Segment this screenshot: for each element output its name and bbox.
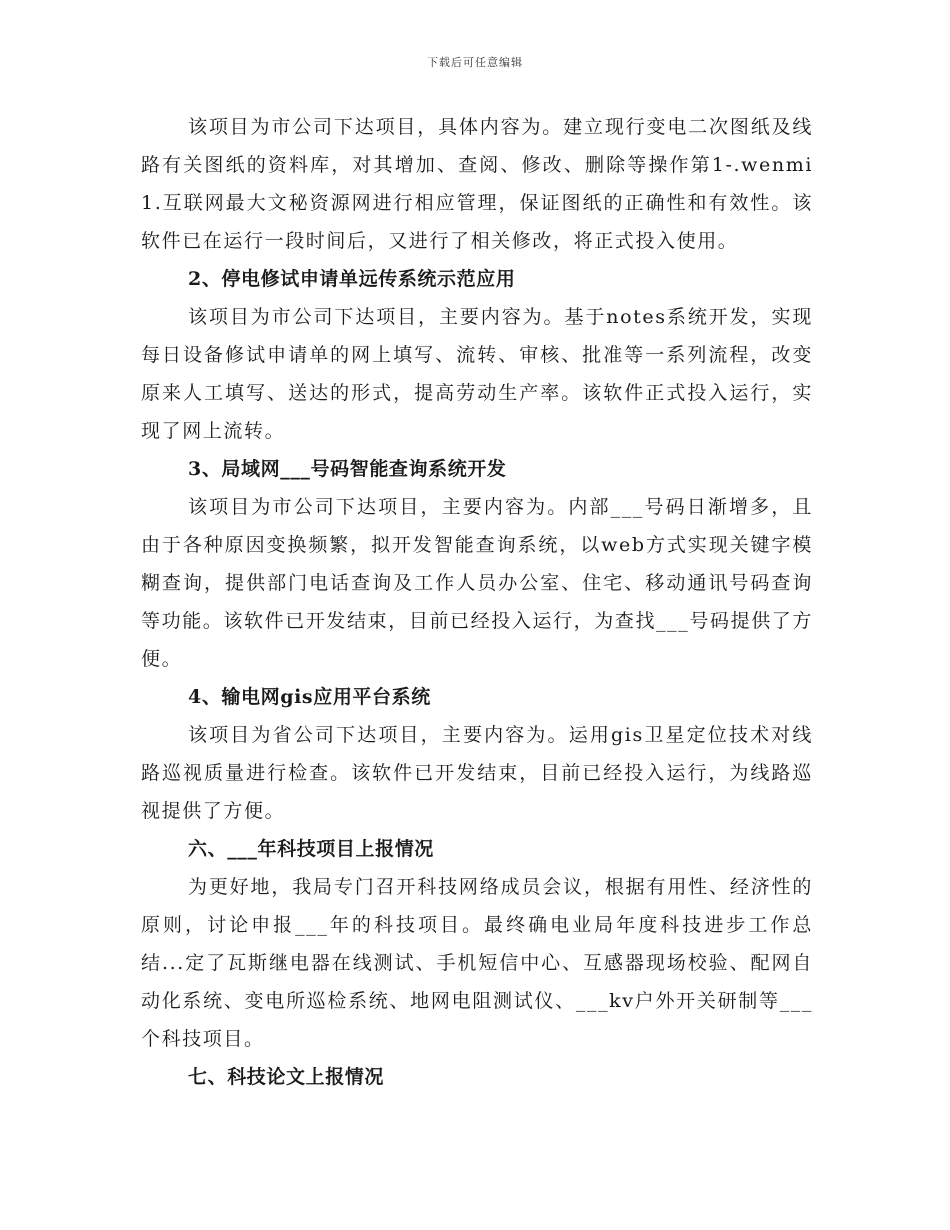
paragraph-project-reporting: 为更好地，我局专门召开科技网络成员会议，根据有用性、经济性的原则，讨论申报___年的科技项目。最终确电业局年度科技进步工作总结...定了瓦斯继电器在线测试、手机短信中心、互感器现场校验、配网自动化系统、变电所巡检系统、地网电阻测试仪、___kv户外开关研制等___个科技项目。 [141,876,813,1050]
heading-paper-reporting: 七、科技论文上报情况 [188,1066,385,1088]
paragraph-gis-platform: 该项目为省公司下达项目，主要内容为。运用gis卫星定位技术对线路巡视质量进行检查。该软件已开发结束，目前已经投入运行，为线路巡视提供了方便。 [141,724,813,822]
heading-project-reporting: 六、___年科技项目上报情况 [188,838,434,860]
heading-outage-request-system: 2、停电修试申请单远传系统示范应用 [188,268,516,290]
heading-gis-platform: 4、输电网gis应用平台系统 [188,686,431,708]
paragraph-outage-request-system: 该项目为市公司下达项目，主要内容为。基于notes系统开发，实现每日设备修试申请单的网上填写、流转、审核、批准等一系列流程，改变原来人工填写、送达的形式，提高劳动生产率。该软件正式投入运行，实现了网上流转。 [141,306,813,442]
heading-number-query-system: 3、局域网___号码智能查询系统开发 [188,458,507,480]
paragraph-number-query-system: 该项目为市公司下达项目，主要内容为。内部___号码日渐增多，且由于各种原因变换频繁，拟开发智能查询系统，以web方式实现关键字模糊查询，提供部门电话查询及工作人员办公室、住宅、移动通讯号码查询等功能。该软件已开发结束，目前已经投入运行，为查找___号码提供了方便。 [141,496,813,670]
document-body [141,108,813,1096]
page-header: 下载后可任意编辑 [427,56,523,69]
paragraph-drawing-library: 该项目为市公司下达项目，具体内容为。建立现行变电二次图纸及线路有关图纸的资料库，对其增加、查阅、修改、删除等操作第1-.wenmi1.互联网最大文秘资源网进行相应管理，保证图纸的正确性和有效性。该软件已在运行一段时间后，又进行了相关修改，将正式投入使用。 [141,116,813,252]
